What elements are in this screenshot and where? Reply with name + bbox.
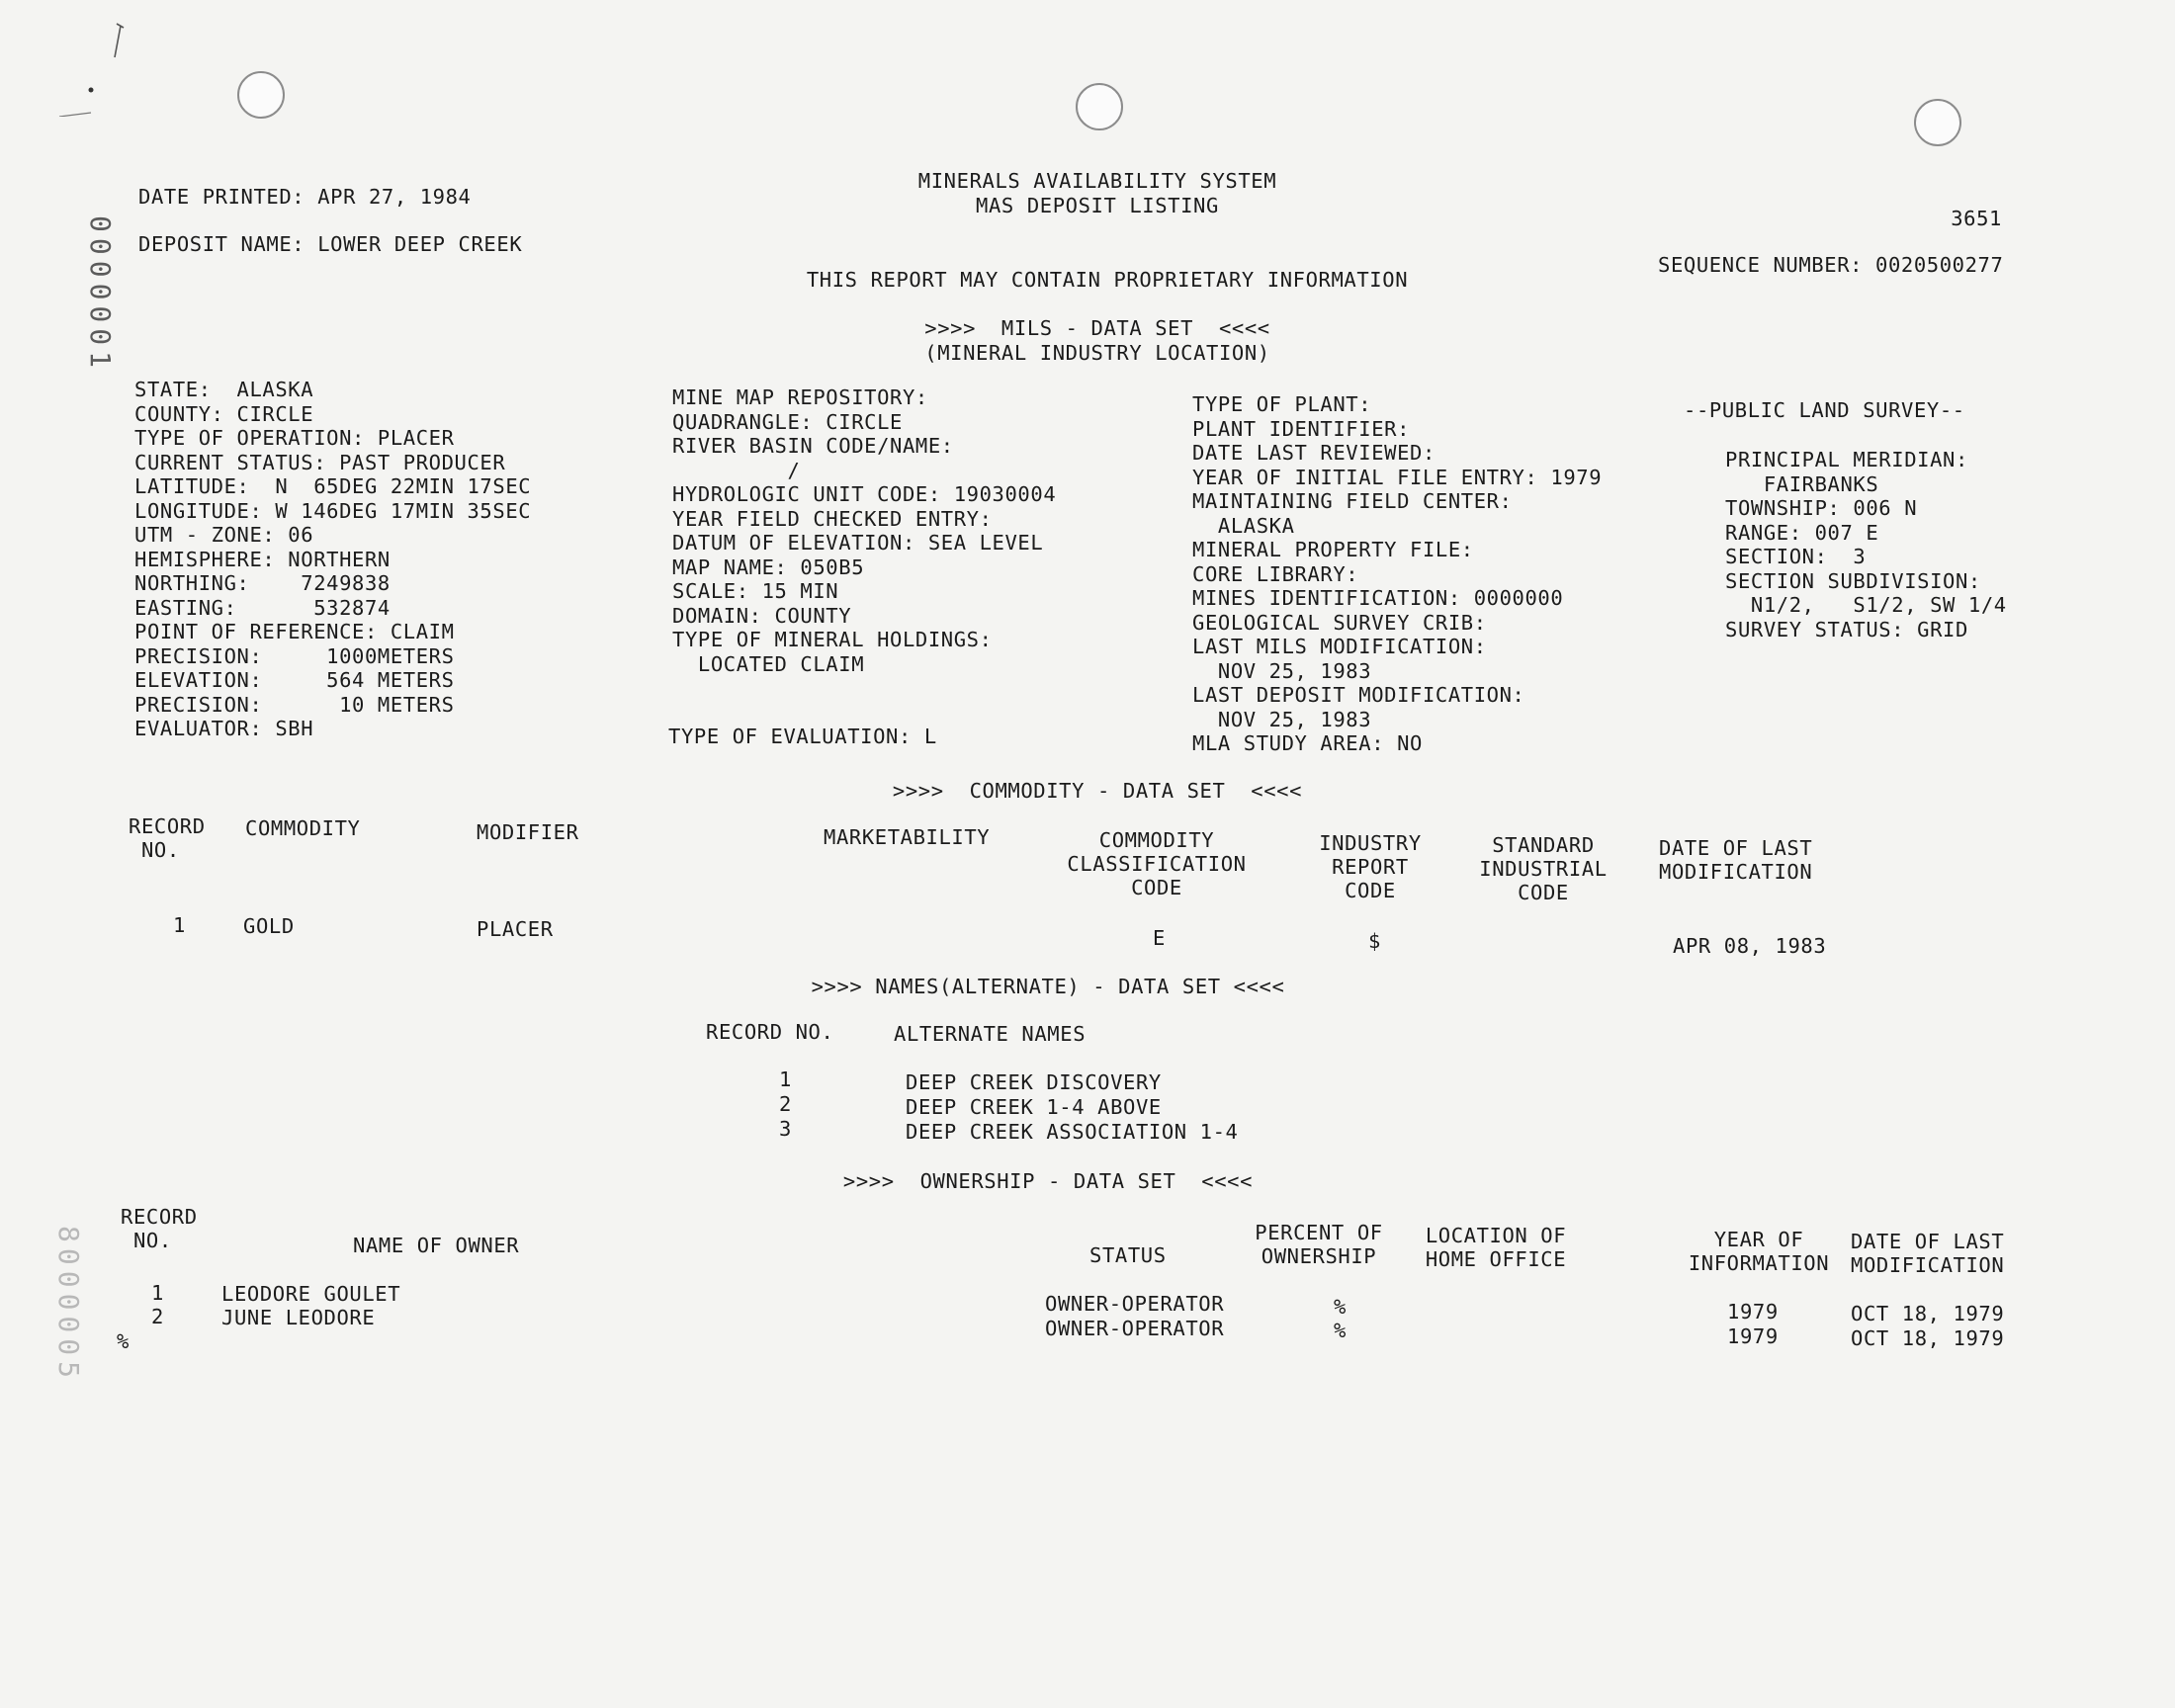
owner-year: 1979 <box>1727 1300 1779 1324</box>
precision-elevation: PRECISION: 10 METERS <box>134 692 455 717</box>
proprietary-notice: THIS REPORT MAY CONTAIN PROPRIETARY INFORMATION <box>806 268 1409 292</box>
owner-record-no: 1 <box>151 1281 164 1305</box>
domain: DOMAIN: COUNTY <box>672 603 852 628</box>
easting: EASTING: 532874 <box>134 595 391 620</box>
listing-title: MAS DEPOSIT LISTING <box>976 194 1219 217</box>
ownership-header-percent: PERCENT OF OWNERSHIP <box>1255 1221 1383 1268</box>
owner-name: JUNE LEODORE <box>221 1306 376 1329</box>
elevation: ELEVATION: 564 METERS <box>134 668 455 692</box>
owner-date: OCT 18, 1979 <box>1851 1326 2005 1350</box>
range: RANGE: 007 E <box>1725 520 1879 545</box>
state: STATE: ALASKA <box>134 378 314 401</box>
names-header-record-no: RECORD NO. <box>706 1020 834 1044</box>
public-land-survey-title: --PUBLIC LAND SURVEY-- <box>1684 398 1965 422</box>
owner-percent: % <box>1334 1295 1347 1319</box>
hemisphere: HEMISPHERE: NORTHERN <box>134 547 391 571</box>
commodity-classification: E <box>1153 926 1166 950</box>
ownership-header-year: YEAR OF INFORMATION <box>1688 1228 1830 1275</box>
mils-subheading: (MINERAL INDUSTRY LOCATION) <box>924 341 1270 365</box>
names-heading: >>>> NAMES(ALTERNATE) - DATA SET <<<< <box>811 975 1285 998</box>
core-library: CORE LIBRARY: <box>1192 561 1359 586</box>
sequence-number: SEQUENCE NUMBER: 0020500277 <box>1658 253 2004 277</box>
names-record-no: 3 <box>779 1117 792 1141</box>
commodity-header-date-last-mod: DATE OF LAST MODIFICATION <box>1659 836 1813 884</box>
section: SECTION: 3 <box>1725 545 1867 568</box>
maintaining-field-center: MAINTAINING FIELD CENTER: <box>1192 489 1513 513</box>
punch-hole-right <box>1914 99 1961 146</box>
commodity-name: GOLD <box>243 914 295 938</box>
quadrangle: QUADRANGLE: CIRCLE <box>672 409 903 434</box>
alternate-name: DEEP CREEK ASSOCIATION 1-4 <box>906 1120 1239 1144</box>
commodity-header-marketability: MARKETABILITY <box>824 825 991 849</box>
mils-column-maps <box>672 385 1056 676</box>
field-center-value: ALASKA <box>1192 513 1295 538</box>
pen-mark-icon <box>30 18 138 117</box>
punch-hole-left <box>237 71 285 119</box>
commodity-header-classification: COMMODITY CLASSIFICATION CODE <box>1067 828 1247 899</box>
mines-identification: MINES IDENTIFICATION: 0000000 <box>1192 586 1564 610</box>
page-number: 3651 <box>1951 207 2002 230</box>
precision-location: PRECISION: 1000METERS <box>134 643 455 668</box>
last-deposit-modification-date: NOV 25, 1983 <box>1192 707 1372 731</box>
mils-column-location <box>134 378 531 741</box>
section-subdivision-value: N1/2, S1/2, SW 1/4 <box>1725 593 2007 617</box>
owner-status: OWNER-OPERATOR <box>1045 1292 1225 1316</box>
ownership-header-name: NAME OF OWNER <box>353 1234 520 1257</box>
scale: SCALE: 15 MIN <box>672 579 839 603</box>
type-of-operation: TYPE OF OPERATION: PLACER <box>134 426 455 450</box>
date-last-reviewed: DATE LAST REVIEWED: <box>1192 441 1436 465</box>
year-field-checked: YEAR FIELD CHECKED ENTRY: <box>672 506 993 531</box>
ownership-header-record-no: RECORD NO. <box>121 1205 198 1252</box>
commodity-heading: >>>> COMMODITY - DATA SET <<<< <box>892 779 1303 803</box>
owner-date: OCT 18, 1979 <box>1851 1302 2005 1325</box>
deposit-name: DEPOSIT NAME: LOWER DEEP CREEK <box>138 232 523 256</box>
owner-percent: % <box>1334 1319 1347 1342</box>
commodity-header-commodity: COMMODITY <box>245 816 361 840</box>
geological-survey-crib: GEOLOGICAL SURVEY CRIB: <box>1192 610 1487 635</box>
datum-of-elevation: DATUM OF ELEVATION: SEA LEVEL <box>672 531 1044 555</box>
utm-zone: UTM - ZONE: 06 <box>134 523 314 547</box>
year-initial-file-entry: YEAR OF INITIAL FILE ENTRY: 1979 <box>1192 465 1603 489</box>
section-subdivision: SECTION SUBDIVISION: <box>1725 568 1981 593</box>
commodity-header-modifier: MODIFIER <box>477 820 579 844</box>
date-printed: DATE PRINTED: APR 27, 1984 <box>138 185 472 209</box>
mineral-holdings-type: TYPE OF MINERAL HOLDINGS: <box>672 628 993 651</box>
ownership-heading: >>>> OWNERSHIP - DATA SET <<<< <box>842 1169 1254 1193</box>
mineral-holdings-value: LOCATED CLAIM <box>672 651 865 676</box>
commodity-record-no: 1 <box>173 913 186 937</box>
mils-heading: >>>> MILS - DATA SET <<<< <box>924 316 1270 340</box>
owner-name: LEODORE GOULET <box>221 1282 401 1306</box>
last-mils-modification: LAST MILS MODIFICATION: <box>1192 635 1487 658</box>
mineral-property-file: MINERAL PROPERTY FILE: <box>1192 538 1474 561</box>
names-header-alternate: ALTERNATE NAMES <box>894 1022 1087 1046</box>
commodity-industry-report: $ <box>1368 929 1381 953</box>
mils-column-admin <box>1192 392 1602 756</box>
names-record-no: 2 <box>779 1092 792 1116</box>
ownership-trailer: % <box>117 1329 130 1353</box>
system-title: MINERALS AVAILABILITY SYSTEM <box>917 169 1277 193</box>
plant-identifier: PLANT IDENTIFIER: <box>1192 416 1411 441</box>
county: COUNTY: CIRCLE <box>134 401 314 426</box>
public-land-survey <box>1725 448 2007 641</box>
commodity-header-industry-report: INDUSTRY REPORT CODE <box>1319 831 1422 902</box>
current-status: CURRENT STATUS: PAST PRODUCER <box>134 450 506 474</box>
point-of-reference: POINT OF REFERENCE: CLAIM <box>134 620 455 643</box>
northing: NORTHING: 7249838 <box>134 571 391 595</box>
commodity-modifier: PLACER <box>477 917 554 941</box>
microfiche-number-top: 0000001 <box>84 215 117 375</box>
river-basin: RIVER BASIN CODE/NAME: <box>672 434 954 458</box>
ownership-header-date-last-mod: DATE OF LAST MODIFICATION <box>1851 1230 2005 1277</box>
latitude: LATITUDE: N 65DEG 22MIN 17SEC <box>134 474 532 498</box>
owner-record-no: 2 <box>151 1305 164 1328</box>
owner-year: 1979 <box>1727 1324 1779 1348</box>
survey-status: SURVEY STATUS: GRID <box>1725 617 1968 641</box>
commodity-header-record-no: RECORD NO. <box>129 814 206 862</box>
type-of-plant: TYPE OF PLANT: <box>1192 392 1372 416</box>
mine-map-repository: MINE MAP REPOSITORY: <box>672 385 928 409</box>
owner-status: OWNER-OPERATOR <box>1045 1317 1225 1340</box>
last-mils-modification-date: NOV 25, 1983 <box>1192 658 1372 683</box>
map-name: MAP NAME: 050B5 <box>672 555 865 579</box>
principal-meridian-value: FAIRBANKS <box>1725 471 1879 496</box>
principal-meridian: PRINCIPAL MERIDIAN: <box>1725 448 1968 471</box>
last-deposit-modification: LAST DEPOSIT MODIFICATION: <box>1192 683 1525 707</box>
river-basin-value: / <box>672 458 801 482</box>
microfiche-number-bottom: 8000005 <box>52 1226 85 1385</box>
type-of-evaluation: TYPE OF EVALUATION: L <box>668 725 937 748</box>
commodity-date-last-mod: APR 08, 1983 <box>1673 934 1827 958</box>
commodity-header-sic: STANDARD INDUSTRIAL CODE <box>1479 833 1608 904</box>
alternate-name: DEEP CREEK 1-4 ABOVE <box>906 1095 1162 1119</box>
longitude: LONGITUDE: W 146DEG 17MIN 35SEC <box>134 498 532 523</box>
alternate-name: DEEP CREEK DISCOVERY <box>906 1070 1162 1094</box>
mla-study-area: MLA STUDY AREA: NO <box>1192 731 1423 755</box>
township: TOWNSHIP: 006 N <box>1725 496 1918 520</box>
ownership-header-location: LOCATION OF HOME OFFICE <box>1425 1224 1567 1271</box>
ownership-header-status: STATUS <box>1089 1243 1167 1267</box>
punch-hole-center <box>1076 83 1123 130</box>
evaluator: EVALUATOR: SBH <box>134 717 314 740</box>
hydrologic-unit-code: HYDROLOGIC UNIT CODE: 19030004 <box>672 482 1057 506</box>
names-record-no: 1 <box>779 1068 792 1091</box>
